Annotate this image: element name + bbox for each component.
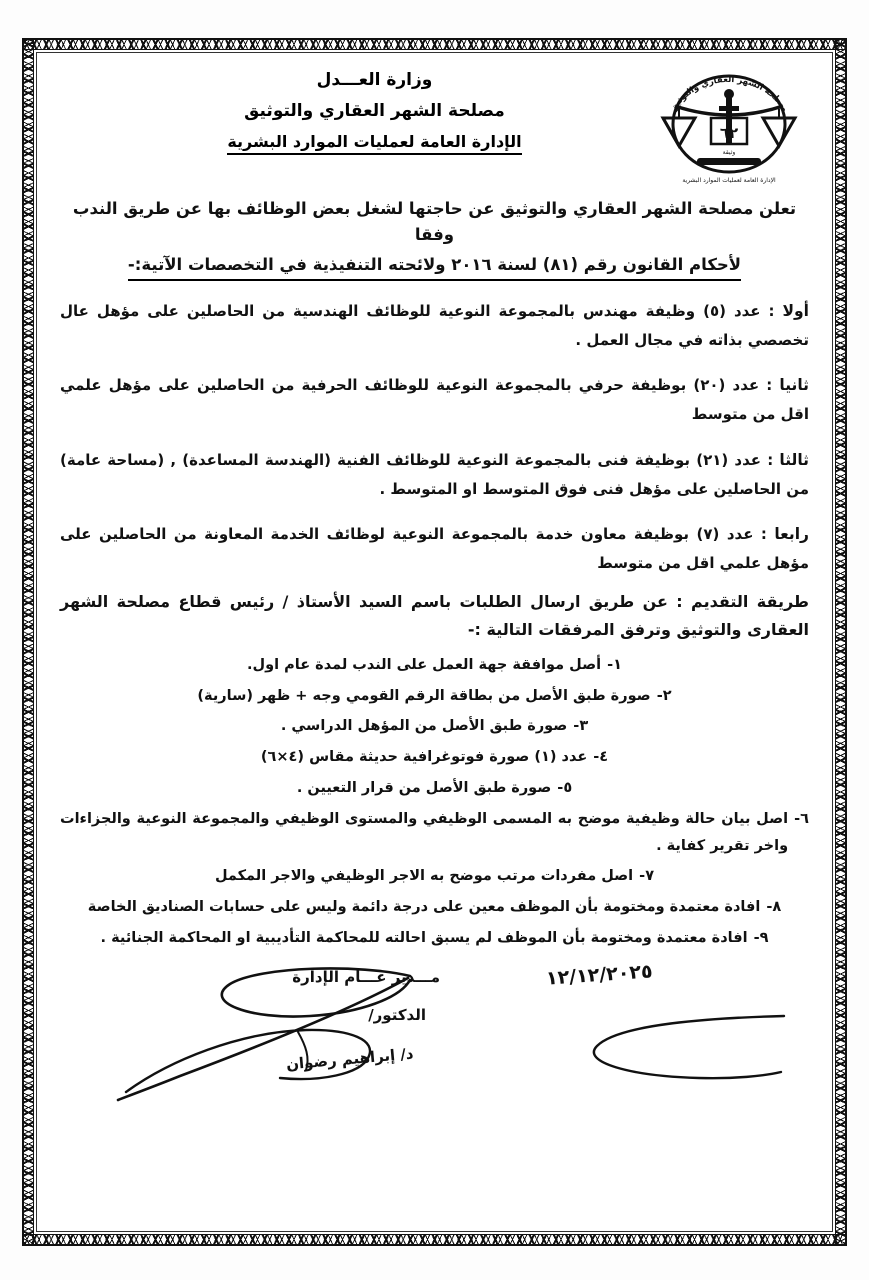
attachment-number: ٩- <box>753 930 769 946</box>
specialization-ordinal: رابعا <box>774 525 809 544</box>
attachment-row <box>60 925 809 952</box>
specialization-text: : عدد (٢٠) بوظيفة حرفي بالمجموعة النوعية للوظائف الحرفية من الحاصلين على مؤهل علمي اقل من متوسط <box>60 376 809 424</box>
signatory-title: مـــدير عـــام الإدارة <box>292 967 440 986</box>
signatory-doctor-label: الدكتور/ <box>368 1005 426 1024</box>
specialization-text: : عدد (٧) بوظيفة معاون خدمة بالمجموعة النوعية لوظائف الخدمة المعاونة من الحاصلين على مؤهل علمي اقل من متوسط <box>60 525 809 573</box>
attachment-number: ٧- <box>639 868 655 885</box>
specialization-item <box>60 519 809 579</box>
attachment-row <box>60 744 809 771</box>
attachment-row <box>60 683 809 710</box>
announcement-title <box>60 196 809 281</box>
date-signature-mark-icon <box>559 1004 789 1084</box>
attachment-text: اصل مفردات مرتب موضح به الاجر الوظيفي والاجر المكمل <box>214 868 634 885</box>
attachment-number: ١- <box>607 656 622 673</box>
authority-name: مصلحة الشهر العقاري والتوثيق <box>244 101 505 121</box>
specialization-text: : عدد (٢١) بوظيفة فنى بالمجموعة النوعية للوظائف الفنية (الهندسة المساعدة) , (مساحة عامة) من الحاصلين على مؤهل فنى فوق المتوسط او المتوسط . <box>60 450 809 498</box>
attachment-number: ٤- <box>593 749 609 766</box>
department-name: الإدارة العامة لعمليات الموارد البشرية <box>227 132 521 155</box>
seal-center-number: ٦٢ <box>719 124 739 142</box>
attachment-text: افادة معتمدة ومختومة بأن الموظف لم يسبق احالته للمحاكمة التأديبية او المحاكمة الجنائية . <box>100 930 748 946</box>
attachment-text: أصل موافقة جهة العمل على الندب لمدة عام اول. <box>247 656 602 673</box>
attachment-row <box>60 652 809 679</box>
submission-line-1: عن طريق ارسال الطلبات باسم السيد الأستاذ / رئيس قطاع مصلحة الشهر العقارى <box>60 591 809 639</box>
official-seal-logo <box>649 62 809 190</box>
scales-of-justice-icon <box>649 62 809 190</box>
signatory-name: د/ إبراهيم رضوان <box>285 1044 415 1074</box>
submission-label: طريقة التقديم : <box>676 591 809 611</box>
svg-text:وثيقة: وثيقة <box>722 149 736 156</box>
attachment-row <box>60 806 809 860</box>
submission-method <box>60 588 809 644</box>
seal-bottom-caption: الإدارة العامة لعمليات الموارد البشرية <box>682 177 776 184</box>
attachment-number: ٦- <box>794 810 809 827</box>
attachment-text: صورة طبق الأصل من بطاقة الرقم القومي وجه + ظهر (سارية) <box>197 687 651 704</box>
frame-braid-bottom-icon <box>23 1234 846 1245</box>
specialization-item <box>60 370 809 430</box>
attachment-row <box>60 863 809 890</box>
specialization-item <box>60 445 809 505</box>
attachment-number: ٨- <box>766 899 782 916</box>
announcement-line-1: تعلن مصلحة الشهر العقاري والتوثيق عن حاجتها لشغل بعض الوظائف بها عن طريق الندب وفقا <box>72 199 797 244</box>
specialization-item <box>60 296 809 356</box>
submission-line-2: والتوثيق وترفق المرفقات التالية :- <box>467 619 742 639</box>
document-header <box>60 62 809 192</box>
attachment-text: صورة طبق الأصل من المؤهل الدراسي . <box>280 718 568 735</box>
attachment-text: اصل بيان حالة وظيفية موضح به المسمى الوظيفي والمستوى الوظيفي والمجموعة النوعية والجزاءات واخر تقرير كفاية . <box>60 810 789 854</box>
specialization-text: : عدد (٥) وظيفة مهندس بالمجموعة النوعية للوظائف الهندسية من الحاصلين على مؤهل عال تخصصي بذاته في مجال العمل . <box>60 301 809 349</box>
date-block <box>449 960 749 990</box>
frame-braid-right-icon <box>835 39 846 1245</box>
specializations-list <box>60 296 809 579</box>
specialization-ordinal: ثالثا <box>779 450 809 469</box>
document-content <box>46 56 823 1228</box>
ministry-name: وزارة العـــدل <box>316 70 433 90</box>
attachment-text: افادة معتمدة ومختومة بأن الموظف معين على درجة دائمة وليس على حسابات الصناديق الخاصة <box>87 899 761 916</box>
attachment-text: صورة طبق الأصل من قرار التعيين . <box>296 779 552 796</box>
specialization-ordinal: أولا <box>782 301 809 320</box>
attachments-list <box>60 652 809 952</box>
signatory-block <box>110 964 440 1114</box>
frame-braid-left-icon <box>23 39 34 1245</box>
header-title-block <box>100 62 649 166</box>
attachment-number: ٢- <box>656 687 672 704</box>
signature-date: ١٢/١٢/٢٠٢٥ <box>545 960 653 990</box>
attachment-text: عدد (١) صورة فوتوغرافية حديثة مقاس (٤×٦) <box>260 749 588 766</box>
attachment-row <box>60 894 809 921</box>
signature-area <box>60 960 809 1124</box>
attachment-row <box>60 775 809 802</box>
attachment-number: ٥- <box>557 779 573 796</box>
frame-braid-top-icon <box>23 39 846 50</box>
announcement-line-2: لأحكام القانون رقم (٨١) لسنة ٢٠١٦ ولائحته التنفيذية في التخصصات الآتية:- <box>128 252 741 281</box>
attachment-number: ٣- <box>573 718 589 735</box>
attachment-row <box>60 713 809 740</box>
svg-text:مصلحة الشهر العقاري والتوثيق: مصلحة الشهر العقاري والتوثيق <box>668 74 790 114</box>
specialization-ordinal: ثانيا <box>779 376 809 395</box>
